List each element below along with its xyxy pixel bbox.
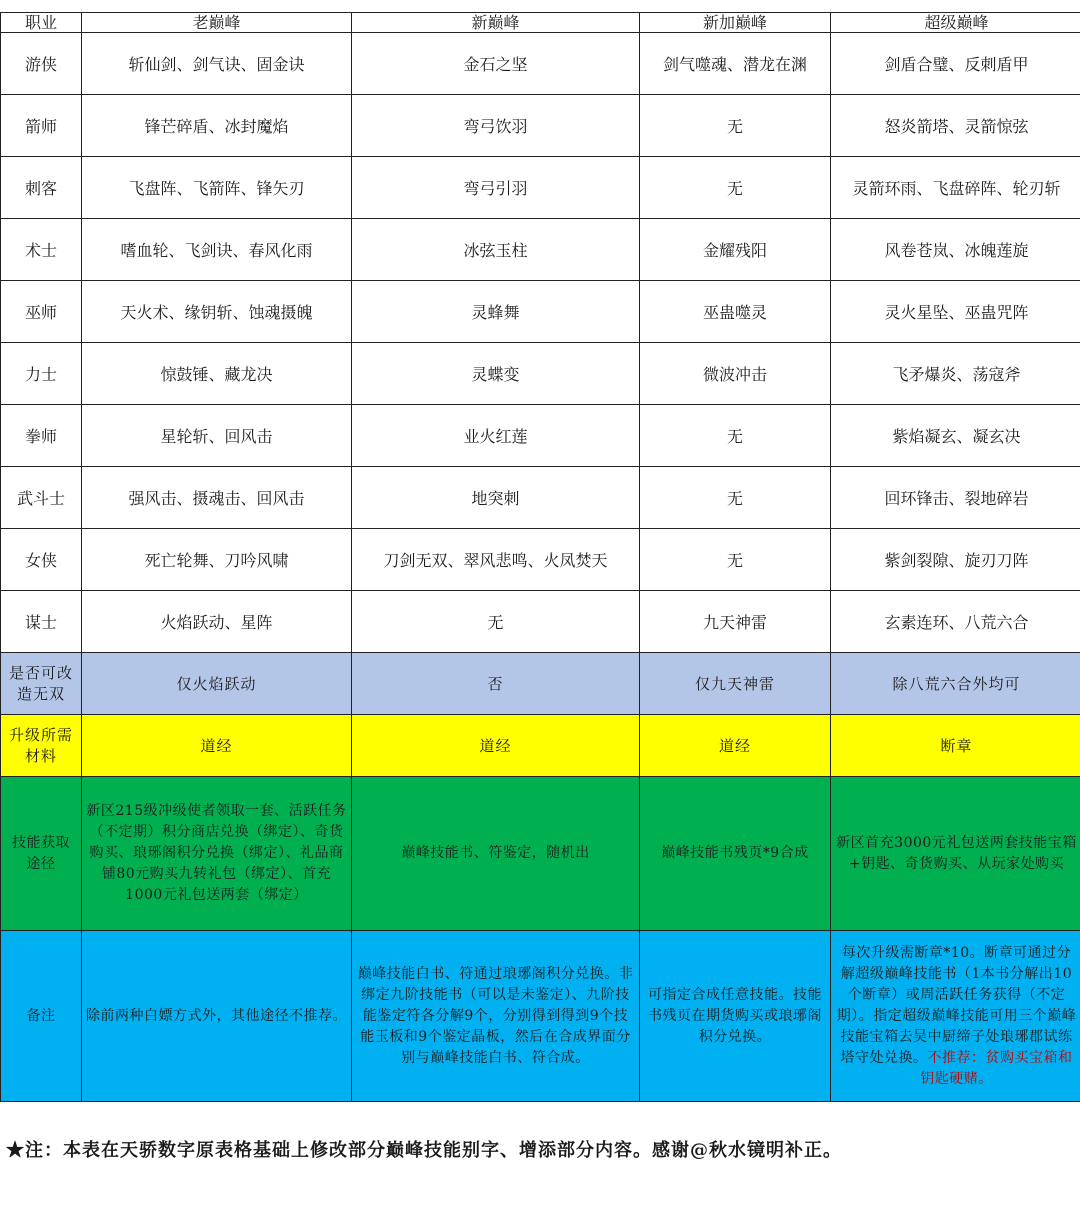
modify-super: 除八荒六合外均可 <box>831 653 1080 715</box>
added-peak-skills: 无 <box>640 467 831 529</box>
material-new: 道经 <box>352 715 640 777</box>
table-row <box>1 95 1080 157</box>
job-name: 巫师 <box>1 281 82 343</box>
modify-added: 仅九天神雷 <box>640 653 831 715</box>
header-job: 职业 <box>1 13 82 33</box>
added-peak-skills: 巫蛊噬灵 <box>640 281 831 343</box>
super-peak-skills: 风卷苍岚、冰魄莲旋 <box>831 219 1080 281</box>
super-peak-skills: 飞矛爆炎、荡寇斧 <box>831 343 1080 405</box>
source-old: 新区215级冲级使者领取一套、活跃任务（不定期）积分商店兑换（绑定）、奇货购买、琅琊阁积分兑换（绑定）、礼品商铺80元购买九转礼包（绑定）、首充1000元礼包送两套（绑定） <box>82 777 352 931</box>
skill-table <box>0 12 1080 1102</box>
old-peak-skills: 嗜血轮、飞剑诀、春风化雨 <box>82 219 352 281</box>
notes-row <box>1 931 1080 1102</box>
header-new-peak: 新巅峰 <box>352 13 640 33</box>
new-peak-skills: 地突刺 <box>352 467 640 529</box>
added-peak-skills: 九天神雷 <box>640 591 831 653</box>
notes-label: 备注 <box>1 931 82 1102</box>
table-row <box>1 467 1080 529</box>
old-peak-skills: 火焰跃动、星阵 <box>82 591 352 653</box>
super-peak-skills: 怒炎箭塔、灵箭惊弦 <box>831 95 1080 157</box>
new-peak-skills: 灵蝶变 <box>352 343 640 405</box>
super-peak-skills: 回环锋击、裂地碎岩 <box>831 467 1080 529</box>
material-old: 道经 <box>82 715 352 777</box>
notes-super <box>831 931 1080 1102</box>
table-row <box>1 343 1080 405</box>
table-row <box>1 591 1080 653</box>
added-peak-skills: 无 <box>640 95 831 157</box>
modify-old: 仅火焰跃动 <box>82 653 352 715</box>
source-label: 技能获取途径 <box>1 777 82 931</box>
source-added: 巅峰技能书残页*9合成 <box>640 777 831 931</box>
new-peak-skills: 金石之坚 <box>352 33 640 95</box>
job-name: 武斗士 <box>1 467 82 529</box>
new-peak-skills: 无 <box>352 591 640 653</box>
header-added-peak: 新加巅峰 <box>640 13 831 33</box>
notes-super-text: 每次升级需断章*10。断章可通过分解超级巅峰技能书（1本书分解出10个断章）或周活跃任务获得（不定期）。指定超级巅峰技能可用三个巅峰技能宝箱去吴中厨缔子处琅琊郡试练塔守处兑换。 <box>836 944 1077 1066</box>
table-row <box>1 219 1080 281</box>
new-peak-skills: 弯弓引羽 <box>352 157 640 219</box>
header-old-peak: 老巅峰 <box>82 13 352 33</box>
notes-added: 可指定合成任意技能。技能书残页在期货购买或琅琊阁积分兑换。 <box>640 931 831 1102</box>
new-peak-skills: 刀剑无双、翠风悲鸣、火凤焚天 <box>352 529 640 591</box>
footnote: ★注：本表在天骄数字原表格基础上修改部分巅峰技能别字、增添部分内容。感谢@秋水镜明补正。 <box>6 1140 842 1161</box>
material-label: 升级所需材料 <box>1 715 82 777</box>
job-name: 谋士 <box>1 591 82 653</box>
old-peak-skills: 斩仙剑、剑气诀、固金诀 <box>82 33 352 95</box>
super-peak-skills: 灵火星坠、巫蛊咒阵 <box>831 281 1080 343</box>
job-name: 箭师 <box>1 95 82 157</box>
header-row <box>1 13 1080 33</box>
old-peak-skills: 强风击、摄魂击、回风击 <box>82 467 352 529</box>
job-name: 术士 <box>1 219 82 281</box>
modify-new: 否 <box>352 653 640 715</box>
old-peak-skills: 锋芒碎盾、冰封魔焰 <box>82 95 352 157</box>
new-peak-skills: 弯弓饮羽 <box>352 95 640 157</box>
material-row <box>1 715 1080 777</box>
material-super: 断章 <box>831 715 1080 777</box>
old-peak-skills: 飞盘阵、飞箭阵、锋矢刃 <box>82 157 352 219</box>
added-peak-skills: 剑气噬魂、潜龙在渊 <box>640 33 831 95</box>
job-name: 刺客 <box>1 157 82 219</box>
old-peak-skills: 惊鼓锤、藏龙决 <box>82 343 352 405</box>
super-peak-skills: 紫剑裂隙、旋刃刀阵 <box>831 529 1080 591</box>
added-peak-skills: 金耀残阳 <box>640 219 831 281</box>
super-peak-skills: 灵箭环雨、飞盘碎阵、轮刃斩 <box>831 157 1080 219</box>
table-row <box>1 157 1080 219</box>
super-peak-skills: 紫焰凝玄、凝玄决 <box>831 405 1080 467</box>
new-peak-skills: 冰弦玉柱 <box>352 219 640 281</box>
notes-super-warning: 不推荐：贫购买宝箱和钥匙硬赌。 <box>920 1049 1073 1087</box>
added-peak-skills: 无 <box>640 157 831 219</box>
old-peak-skills: 死亡轮舞、刀吟风啸 <box>82 529 352 591</box>
modify-label: 是否可改造无双 <box>1 653 82 715</box>
modify-row <box>1 653 1080 715</box>
super-peak-skills: 剑盾合璧、反刺盾甲 <box>831 33 1080 95</box>
header-super-peak: 超级巅峰 <box>831 13 1080 33</box>
added-peak-skills: 无 <box>640 405 831 467</box>
source-super: 新区首充3000元礼包送两套技能宝箱+钥匙、奇货购买、从玩家处购买 <box>831 777 1080 931</box>
added-peak-skills: 微波冲击 <box>640 343 831 405</box>
old-peak-skills: 星轮斩、回风击 <box>82 405 352 467</box>
job-name: 游侠 <box>1 33 82 95</box>
material-added: 道经 <box>640 715 831 777</box>
new-peak-skills: 业火红莲 <box>352 405 640 467</box>
table-row <box>1 33 1080 95</box>
notes-old: 除前两种白嫖方式外，其他途径不推荐。 <box>82 931 352 1102</box>
super-peak-skills: 玄素连环、八荒六合 <box>831 591 1080 653</box>
source-new: 巅峰技能书、符鉴定，随机出 <box>352 777 640 931</box>
new-peak-skills: 灵蜂舞 <box>352 281 640 343</box>
job-name: 拳师 <box>1 405 82 467</box>
source-row <box>1 777 1080 931</box>
job-name: 女侠 <box>1 529 82 591</box>
job-name: 力士 <box>1 343 82 405</box>
table-row <box>1 529 1080 591</box>
added-peak-skills: 无 <box>640 529 831 591</box>
notes-new: 巅峰技能白书、符通过琅琊阁积分兑换。非绑定九阶技能书（可以是未鉴定）、九阶技能鉴定符各分解9个，分别得到得到9个技能玉板和9个鉴定晶板，然后在合成界面分别与巅峰技能白书、符合成。 <box>352 931 640 1102</box>
old-peak-skills: 天火术、缘钥斩、蚀魂摄魄 <box>82 281 352 343</box>
table-row <box>1 405 1080 467</box>
table-row <box>1 281 1080 343</box>
